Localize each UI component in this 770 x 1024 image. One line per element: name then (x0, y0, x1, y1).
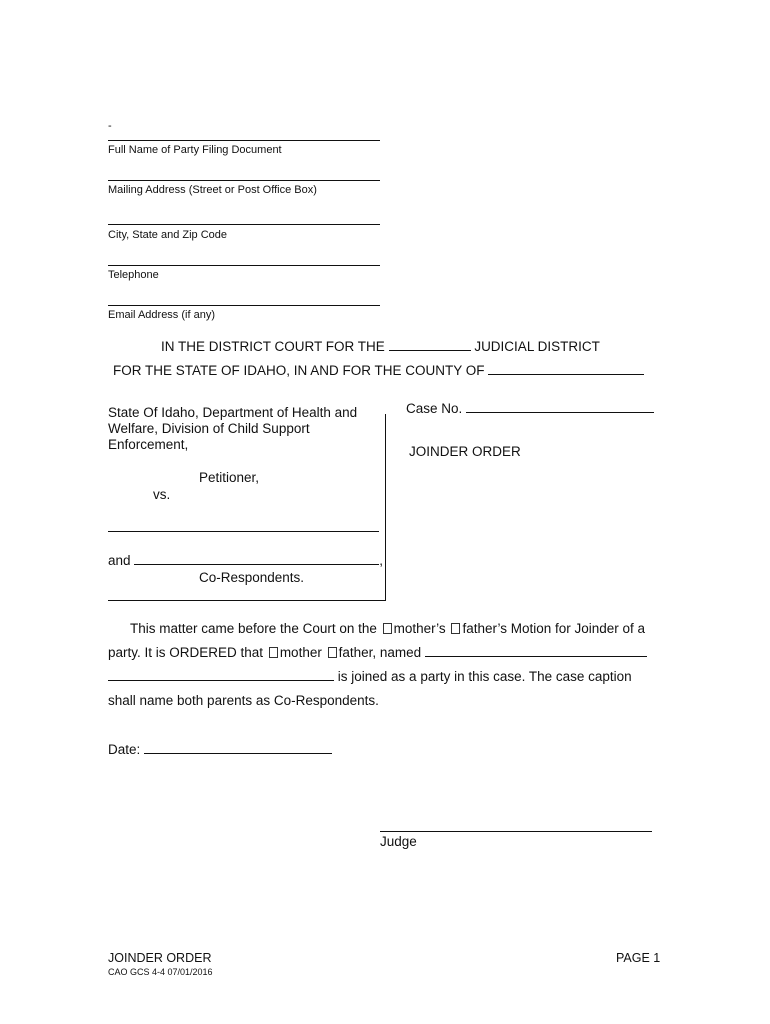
petitioner-name-line-1: State Of Idaho, Department of Health and (108, 405, 358, 420)
body-line-4: shall name both parents as Co-Respondents. (108, 693, 379, 708)
full-name-label: Full Name of Party Filing Document (108, 144, 282, 156)
body-line-1-text-c: father’s Motion for Joinder of a (462, 621, 646, 636)
and-label: and (108, 553, 131, 568)
body-line-1 (130, 621, 645, 636)
body-line-2-text-b: mother (279, 645, 322, 660)
and-comma: , (379, 553, 384, 568)
header-dash: - (108, 120, 112, 132)
document-title: JOINDER ORDER (409, 444, 521, 459)
judge-label: Judge (380, 834, 417, 849)
respondent-name-line (108, 531, 379, 532)
court-heading-prefix: IN THE DISTRICT COURT FOR THE (161, 339, 385, 354)
corespondents-label: Co-Respondents. (199, 570, 305, 585)
body-line-2-text-a: party. It is ORDERED that (108, 645, 264, 660)
telephone-line (108, 265, 380, 266)
body-line-2 (108, 645, 647, 660)
mailing-address-label: Mailing Address (Street or Post Office Box) (108, 184, 317, 196)
mailing-address-line (108, 180, 380, 181)
city-state-zip-label: City, State and Zip Code (108, 229, 228, 241)
date-blank (144, 752, 332, 754)
mother-checkbox-1[interactable] (383, 623, 392, 634)
full-name-line (108, 140, 380, 141)
telephone-label: Telephone (108, 269, 159, 281)
vs-label: vs. (153, 487, 171, 502)
court-heading-line-1 (161, 339, 600, 354)
father-checkbox-2[interactable] (328, 647, 337, 658)
county-heading-text: FOR THE STATE OF IDAHO, IN AND FOR THE COUNTY OF (113, 363, 485, 378)
body-line-1-text-b: mother’s (393, 621, 446, 636)
caption-bottom-rule (108, 600, 386, 601)
body-line-1-text-a: This matter came before the Court on the (130, 621, 377, 636)
named-party-blank-continued (108, 679, 334, 681)
named-party-blank (425, 655, 647, 657)
judicial-district-blank (389, 349, 471, 351)
footer-page-number: PAGE 1 (616, 951, 661, 965)
mother-checkbox-2[interactable] (269, 647, 278, 658)
petitioner-label: Petitioner, (199, 470, 260, 485)
petitioner-name-line-3: Enforcement, (108, 437, 189, 452)
city-state-zip-line (108, 224, 380, 225)
corespondent-name-blank (134, 563, 379, 565)
body-line-3 (108, 669, 632, 684)
footer-form-code: CAO GCS 4-4 07/01/2016 (108, 967, 213, 977)
petitioner-name (108, 405, 357, 453)
date-label: Date: (108, 742, 141, 757)
email-label: Email Address (if any) (108, 309, 215, 321)
court-heading-suffix: JUDICIAL DISTRICT (474, 339, 600, 354)
body-line-3-text: is joined as a party in this case. The case caption (337, 669, 632, 684)
email-line (108, 305, 380, 306)
judge-signature-line (380, 831, 652, 832)
petitioner-name-line-2: Welfare, Division of Child Support (108, 421, 310, 436)
case-number-row (406, 401, 654, 416)
father-checkbox-1[interactable] (451, 623, 460, 634)
case-number-label: Case No. (406, 401, 463, 416)
footer-title: JOINDER ORDER (108, 951, 212, 965)
county-blank (488, 373, 644, 375)
caption-divider (385, 414, 386, 600)
body-line-2-text-c: father, named (338, 645, 422, 660)
and-line (108, 553, 383, 568)
court-heading-line-2 (113, 363, 644, 378)
date-row (108, 742, 332, 757)
case-number-blank (466, 411, 654, 413)
